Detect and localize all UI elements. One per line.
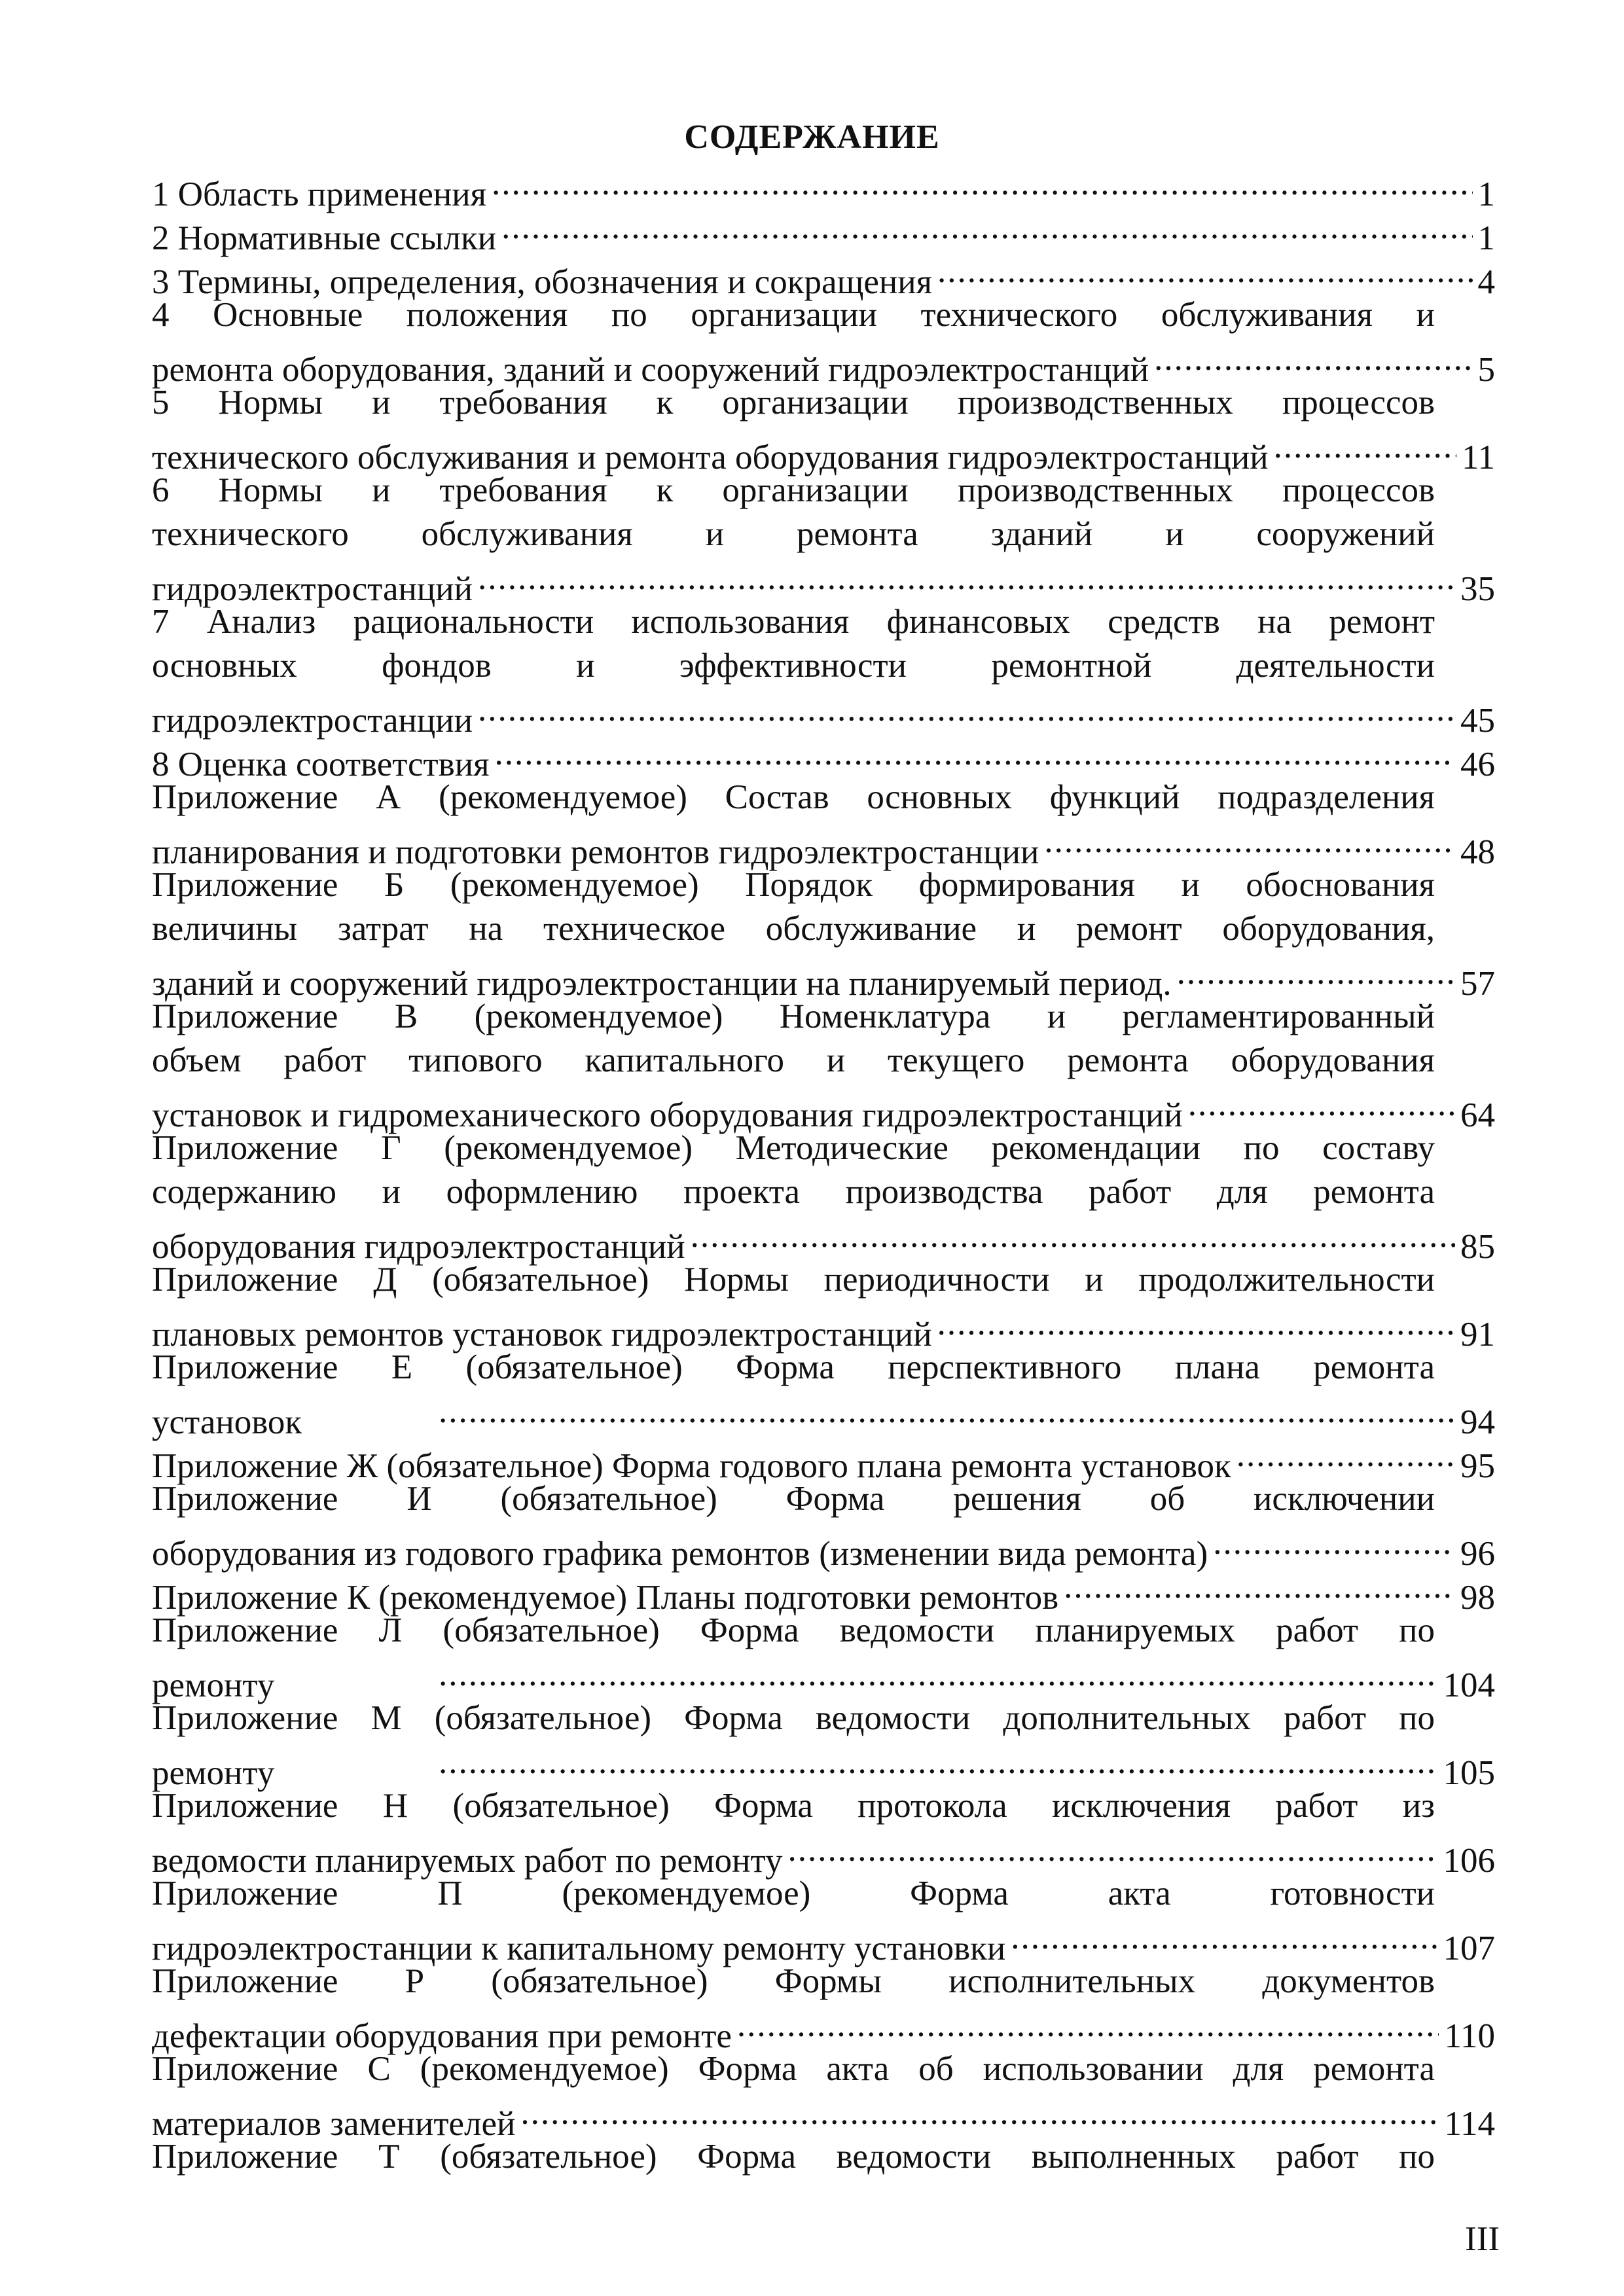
toc-page-number: 98 [1460, 1579, 1495, 1617]
toc-entry-text: величины затрат на техническое обслуживание и ремонт оборудования, [152, 910, 1435, 948]
toc-entry-last-line [152, 1828, 1495, 1880]
toc-entry[interactable] [152, 249, 1495, 301]
toc-entry[interactable] [152, 1872, 1495, 1967]
dot-leader [1213, 1521, 1455, 1565]
toc-entry-text: Приложение М (обязательное) Форма ведомости дополнительных работ по [152, 1699, 1435, 1737]
page-number: III [1465, 2220, 1500, 2258]
toc-entry-text: 7 Анализ рациональности использования финансовых средств на ремонт [152, 603, 1435, 641]
toc-page-number: 104 [1443, 1666, 1495, 1704]
toc-page-number: 110 [1444, 2017, 1495, 2055]
toc-entry-text: Приложение С (рекомендуемое) Форма акта об использовании для ремонта [152, 2050, 1435, 2088]
dot-leader [1064, 1565, 1455, 1609]
toc-page-number: 1 [1477, 219, 1495, 257]
toc-page-number: 94 [1460, 1403, 1495, 1441]
toc-entry-last-line [152, 162, 1495, 213]
toc-page-number: 91 [1460, 1316, 1495, 1354]
toc-entry-text: ведомости планируемых работ по ремонту [152, 1842, 783, 1880]
toc-entry-text: Приложение Р (обязательное) Формы исполнительных документов [152, 1962, 1435, 2000]
toc-entry-text: ремонту [152, 1754, 275, 1792]
toc-entry-text: плановых ремонтов установок гидроэлектростанций [152, 1316, 932, 1354]
toc-entry-text: Приложение А (рекомендуемое) Состав основных функций подразделения [152, 778, 1435, 816]
toc-entry-last-line [152, 556, 1495, 608]
dot-leader [1236, 1433, 1455, 1477]
toc-page-number: 105 [1443, 1754, 1495, 1792]
dot-leader [1011, 1916, 1437, 1960]
toc-entry-text: 4 Основные положения по организации технического обслуживания и [152, 296, 1435, 334]
toc-entry-text: Приложение Д (обязательное) Нормы периодичности и продолжительности [152, 1261, 1435, 1299]
toc-entry[interactable] [152, 1960, 1495, 2055]
toc-page-number: 1 [1477, 175, 1495, 213]
toc-entry-last-line [152, 2091, 1495, 2143]
dot-leader [492, 162, 1472, 206]
toc-entry[interactable] [152, 1346, 1495, 1441]
toc-entry-text: основных фондов и эффективности ремонтной деятельности [152, 647, 1435, 685]
page-title: СОДЕРЖАНИЕ [684, 118, 940, 156]
toc-entry[interactable] [152, 2047, 1495, 2143]
toc-entry-text: Приложение Б (рекомендуемое) Порядок формирования и обоснования [152, 866, 1435, 904]
toc-entry[interactable] [152, 1565, 1495, 1617]
toc-entry[interactable] [152, 2135, 1495, 2179]
toc-entry[interactable] [152, 381, 1495, 476]
toc-page-number: 45 [1460, 702, 1495, 740]
toc-entry-text: Приложение Г (рекомендуемое) Методические рекомендации по составу [152, 1129, 1435, 1167]
toc-entry-text: Приложение Л (обязательное) Форма ведомости планируемых работ по [152, 1611, 1435, 1649]
toc-entry-text: 2 Нормативные ссылки [152, 219, 497, 257]
toc-entry-text: Приложение И (обязательное) Форма решения об исключении [152, 1480, 1435, 1518]
dot-leader [937, 249, 1472, 293]
dot-leader [1274, 425, 1456, 469]
toc-entry-last-line [152, 951, 1495, 1003]
toc-entry[interactable] [152, 1609, 1495, 1704]
dot-leader [1044, 819, 1455, 863]
toc-page-number: 95 [1460, 1447, 1495, 1485]
toc-entry-last-line [152, 206, 1495, 257]
toc-entry-text: установок и гидромеханического оборудования гидроэлектростанций [152, 1096, 1183, 1134]
toc-entry-last-line [152, 337, 1495, 389]
toc-page-number: 35 [1460, 570, 1495, 608]
toc-entry-text: ремонта оборудования, зданий и сооружений гидроэлектростанций [152, 351, 1149, 389]
toc-entry[interactable] [152, 1784, 1495, 1880]
toc-entry-text: Приложение К (рекомендуемое) Планы подготовки ремонтов [152, 1579, 1059, 1617]
toc-entry[interactable] [152, 162, 1495, 213]
toc-entry-text: технического обслуживания и ремонта зданий и сооружений [152, 515, 1435, 553]
toc-entry-text: Приложение Н (обязательное) Форма протокола исключения работ из [152, 1787, 1435, 1825]
toc-entry-last-line [152, 1565, 1495, 1617]
dot-leader [937, 1302, 1455, 1346]
toc-page-number: 85 [1460, 1228, 1495, 1266]
dot-leader [439, 1390, 1455, 1433]
toc-entry[interactable] [152, 863, 1495, 1003]
toc-entry-last-line [152, 249, 1495, 301]
dot-leader [787, 1828, 1437, 1872]
toc-entry-last-line [152, 1083, 1495, 1134]
toc-entry-text: ремонту [152, 1666, 275, 1704]
toc-entry[interactable] [152, 776, 1495, 871]
toc-entry-last-line [152, 1302, 1495, 1354]
toc-entry[interactable] [152, 1126, 1495, 1266]
toc-entry-last-line [152, 1214, 1495, 1266]
toc-entry-last-line [152, 1916, 1495, 1967]
dot-leader [439, 1653, 1438, 1696]
toc-entry-text: 8 Оценка соответствия [152, 745, 490, 783]
dot-leader [1177, 951, 1455, 995]
toc-entry-text: гидроэлектростанции к капитальному ремонту установки [152, 1929, 1006, 1967]
toc-page-number: 48 [1460, 833, 1495, 871]
toc-entry-text: технического обслуживания и ремонта оборудования гидроэлектростанций [152, 439, 1269, 476]
toc-entry[interactable] [152, 469, 1495, 608]
toc-entry[interactable] [152, 995, 1495, 1134]
toc-page-number: 57 [1460, 965, 1495, 1003]
toc-entry-last-line [152, 425, 1495, 476]
toc-entry[interactable] [152, 1258, 1495, 1354]
toc-entry-text: содержанию и оформлению проекта производства работ для ремонта [152, 1173, 1435, 1211]
toc-entry-text: Приложение Т (обязательное) Форма ведомости выполненных работ по [152, 2138, 1435, 2176]
toc-entry-last-line [152, 1653, 1495, 1704]
toc-entry[interactable] [152, 1696, 1495, 1792]
toc-page-number: 64 [1460, 1096, 1495, 1134]
toc-entry-text: гидроэлектростанций [152, 570, 473, 608]
toc-page-number: 107 [1443, 1929, 1495, 1967]
toc-page-number: 5 [1477, 351, 1495, 389]
toc-entry[interactable] [152, 293, 1495, 389]
dot-leader [494, 732, 1455, 776]
toc-entry[interactable] [152, 1477, 1495, 1573]
toc-entry-text: Приложение Ж (обязательное) Форма годового плана ремонта установок [152, 1447, 1231, 1485]
toc-entry-last-line [152, 1740, 1495, 1792]
dot-leader [737, 2003, 1439, 2047]
dot-leader [501, 206, 1472, 249]
toc-entry-text: 3 Термины, определения, обозначения и сокращения [152, 263, 933, 301]
dot-leader [1188, 1083, 1455, 1126]
dot-leader [478, 688, 1455, 732]
toc-entry[interactable] [152, 732, 1495, 783]
toc-entry-text: Приложение П (рекомендуемое) Форма акта готовности [152, 1874, 1435, 1912]
toc-entry-text: материалов заменителей [152, 2105, 516, 2143]
toc-entry-text: гидроэлектростанции [152, 702, 473, 740]
toc-entry-text: объем работ типового капитального и текущего ремонта оборудования [152, 1041, 1435, 1079]
dot-leader [520, 2091, 1439, 2135]
toc-entry-text: Приложение Е (обязательное) Форма перспективного плана ремонта [152, 1348, 1435, 1386]
toc-entry-text: оборудования из годового графика ремонтов (изменении вида ремонта) [152, 1535, 1208, 1573]
toc-entry-last-line [152, 819, 1495, 871]
dot-leader [691, 1214, 1455, 1258]
toc-entry-text: 5 Нормы и требования к организации производственных процессов [152, 384, 1435, 422]
toc-page-number: 11 [1461, 439, 1495, 476]
toc-entry-last-line [152, 1390, 1495, 1441]
toc-entry-text: 1 Область применения [152, 175, 487, 213]
dot-leader [1154, 337, 1472, 381]
toc-entry-last-line [152, 1433, 1495, 1485]
dot-leader [439, 1740, 1438, 1784]
toc-entry-last-line [152, 1521, 1495, 1573]
toc-entry-text: оборудования гидроэлектростанций [152, 1228, 685, 1266]
toc-entry-last-line [152, 688, 1495, 740]
toc-entry-text: Приложение В (рекомендуемое) Номенклатура и регламентированный [152, 997, 1435, 1035]
toc-entry-text: планирования и подготовки ремонтов гидроэлектростанции [152, 833, 1039, 871]
dot-leader [478, 556, 1455, 600]
toc-entry-last-line [152, 2003, 1495, 2055]
toc-entry[interactable] [152, 600, 1495, 740]
toc-entry-text: 6 Нормы и требования к организации производственных процессов [152, 471, 1435, 509]
toc-entry-text: зданий и сооружений гидроэлектростанции на планируемый период. [152, 965, 1172, 1003]
toc-entry-text: установок [152, 1403, 302, 1441]
toc-page-number: 96 [1460, 1535, 1495, 1573]
toc-page-number: 46 [1460, 745, 1495, 783]
table-of-contents [152, 162, 1495, 2179]
toc-page-number: 4 [1477, 263, 1495, 301]
toc-entry-last-line [152, 732, 1495, 783]
toc-entry[interactable] [152, 206, 1495, 257]
toc-page-number: 106 [1443, 1842, 1495, 1880]
toc-page-number: 114 [1444, 2105, 1495, 2143]
toc-entry-text: дефектации оборудования при ремонте [152, 2017, 732, 2055]
toc-entry[interactable] [152, 1433, 1495, 1485]
